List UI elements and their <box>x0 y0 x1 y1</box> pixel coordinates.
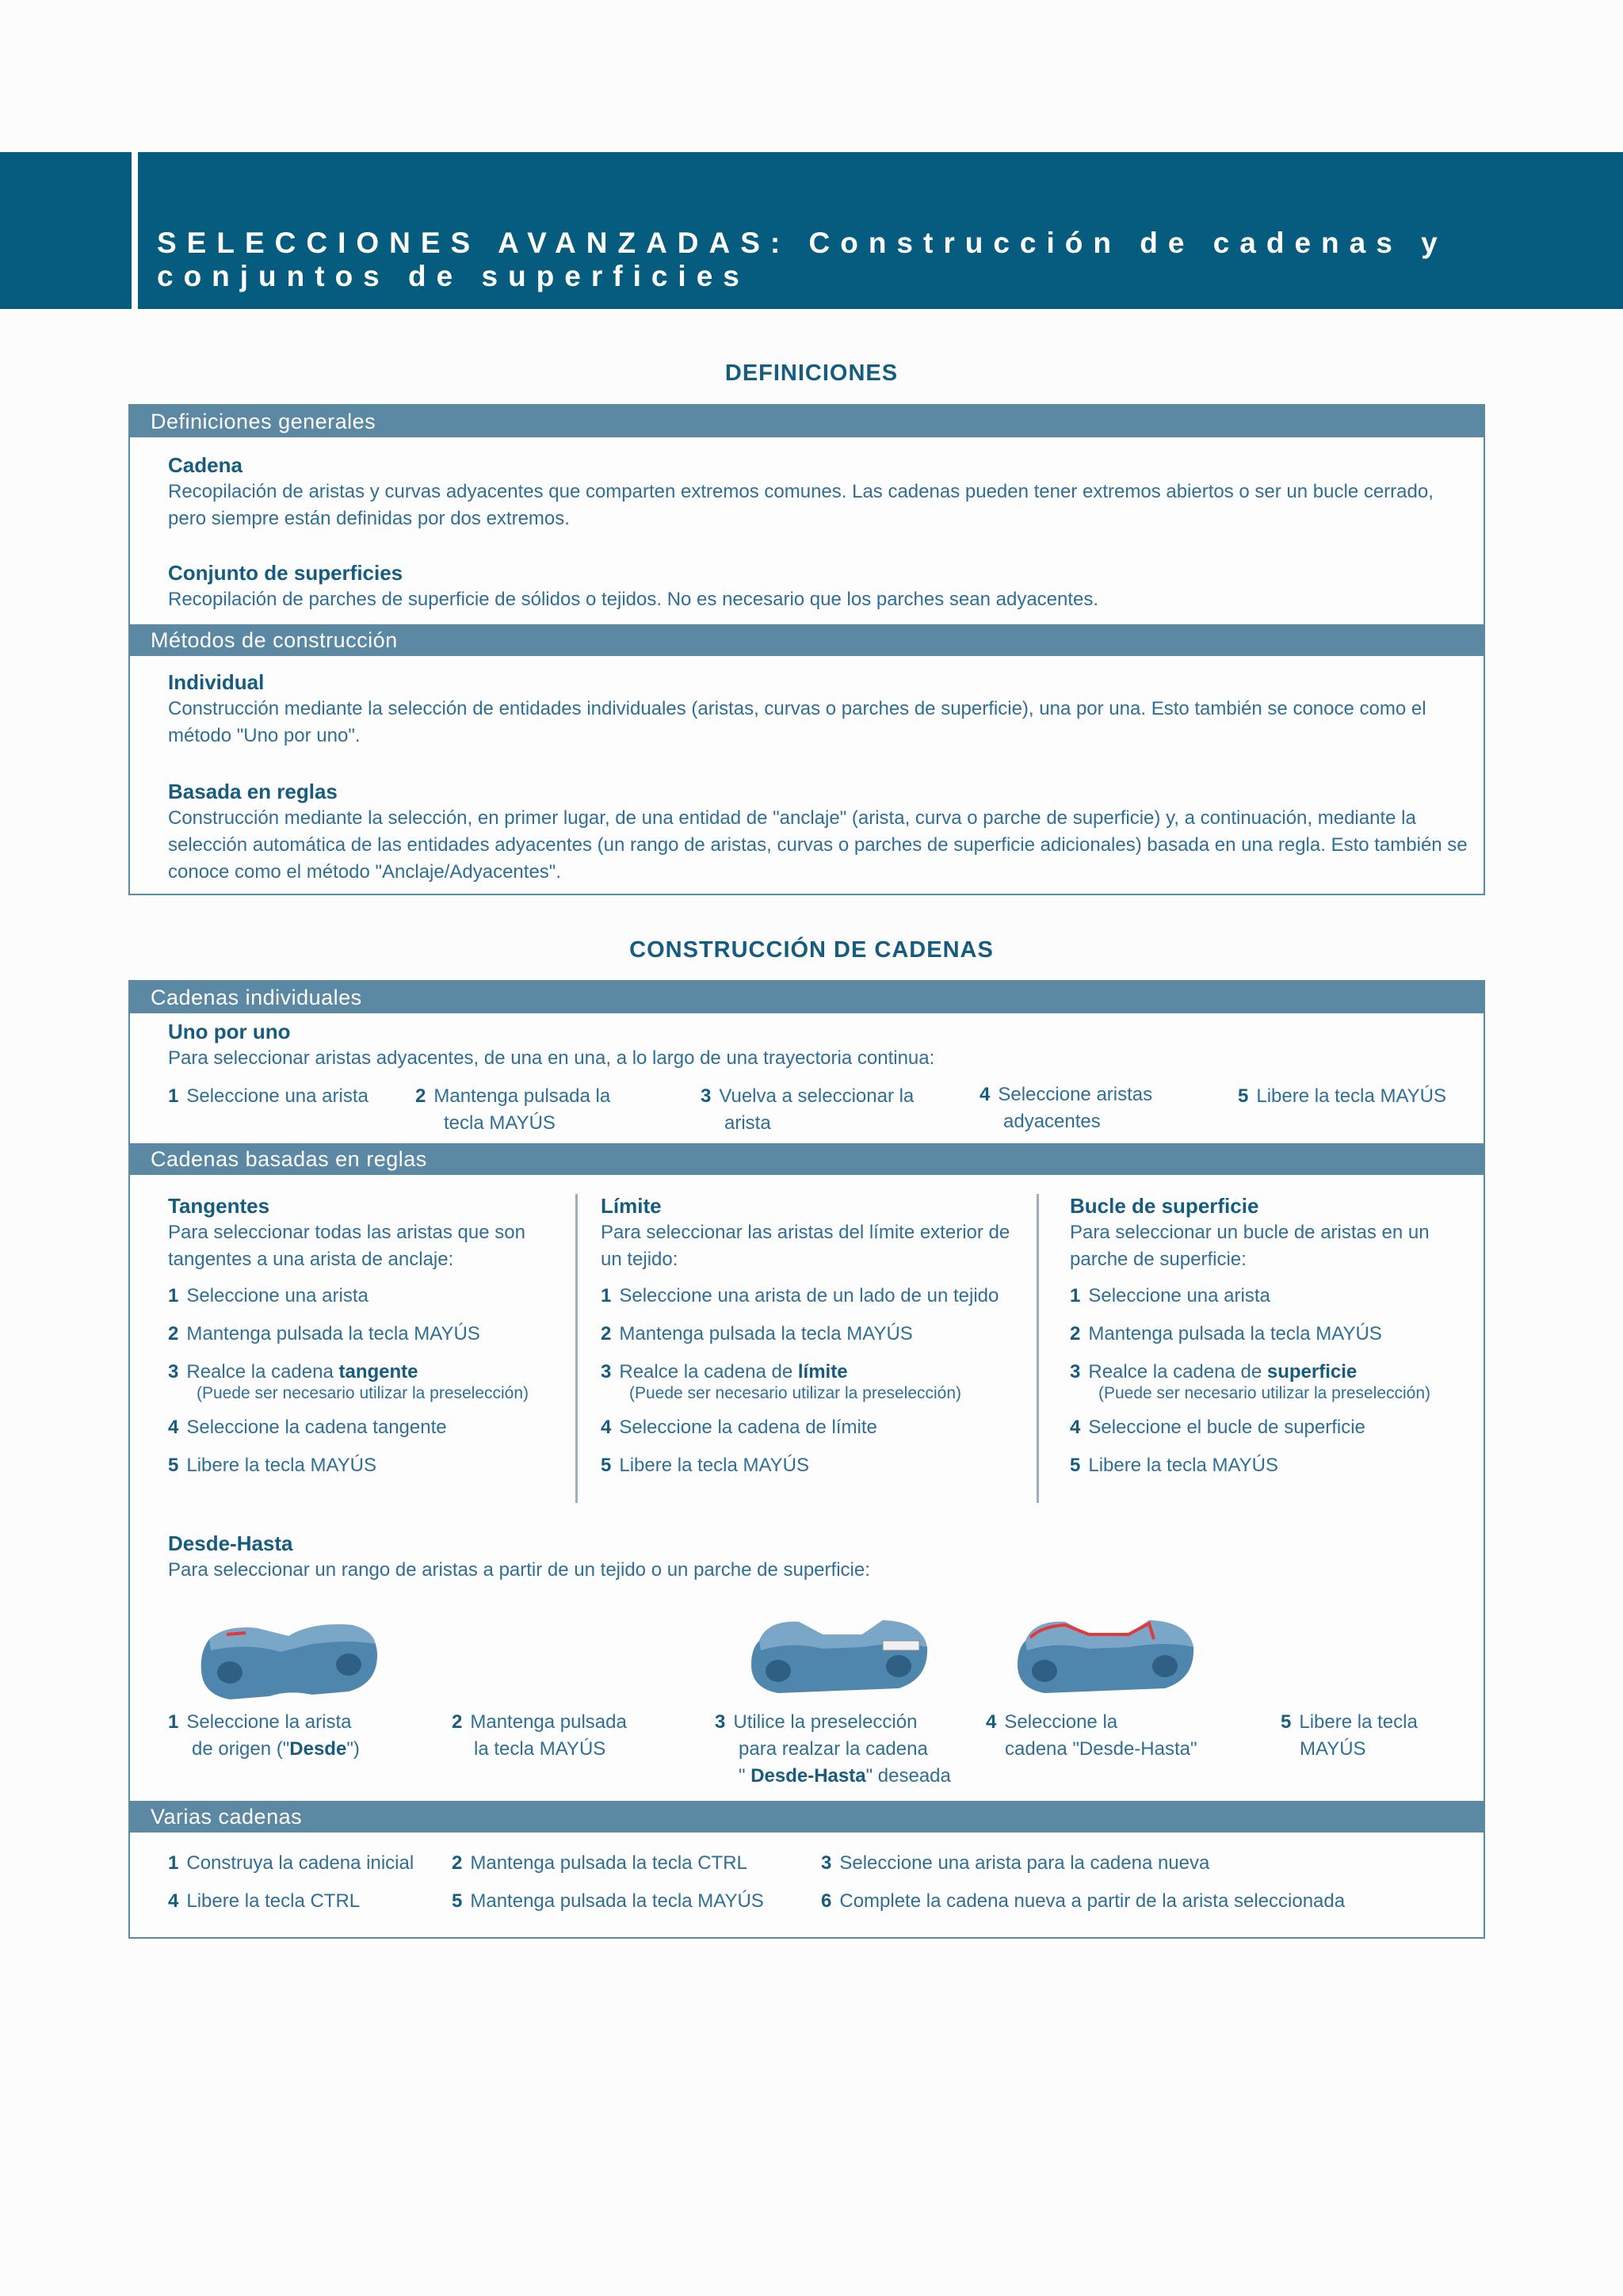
page-title: SELECCIONES AVANZADAS: Construcción de cadenas y conjuntos de superficies <box>157 227 1448 292</box>
term-conjunto: Conjunto de superficies <box>168 561 403 585</box>
section-title-cadenas: CONSTRUCCIÓN DE CADENAS <box>629 937 994 963</box>
bar-definiciones-generales: Definiciones generales <box>130 406 1484 437</box>
definitions-panel <box>128 404 1485 895</box>
list-item: 1 Seleccione una arista de un lado de un tejido <box>601 1285 999 1306</box>
list-item: 2 Mantenga pulsada la tecla MAYÚS <box>452 1711 627 1760</box>
list-item: 3 Realce la cadena tangente <box>168 1361 418 1383</box>
list-item: 4 Seleccione la cadena de límite <box>601 1417 877 1438</box>
list-item: 5 Libere la tecla MAYÚS <box>1238 1085 1447 1107</box>
step-note: (Puede ser necesario utilizar la preselección) <box>1098 1384 1431 1402</box>
list-item: 5 Mantenga pulsada la tecla MAYÚS <box>452 1890 764 1912</box>
list-item: 3 Vuelva a seleccionar la arista <box>701 1085 915 1134</box>
limite-desc: Para seleccionar las aristas del límite exterior de un tejido: <box>601 1222 1010 1270</box>
list-item: 1 Seleccione la arista de origen ("Desde") <box>168 1711 360 1760</box>
term-individual: Individual <box>168 670 265 694</box>
column-bucle <box>1070 1192 1474 1479</box>
list-item: 5 Libere la tecla MAYÚS <box>1070 1455 1279 1476</box>
list-item: 3 Realce la cadena de superficie <box>1070 1361 1358 1383</box>
column-divider <box>1037 1194 1039 1503</box>
list-item: 4 Libere la tecla CTRL <box>168 1890 361 1912</box>
uno-por-uno-desc: Para seleccionar aristas adyacentes, de una en una, a lo largo de una trayectoria continua: <box>168 1047 935 1069</box>
term-reglas: Basada en reglas <box>168 780 338 803</box>
desde-hasta-desc: Para seleccionar un rango de aristas a partir de un tejido o un parche de superficie: <box>168 1559 870 1581</box>
column-tangentes <box>168 1192 564 1479</box>
step-note: (Puede ser necesario utilizar la preselección) <box>629 1384 962 1402</box>
list-item: 3 Seleccione una arista para la cadena nueva <box>821 1852 1210 1874</box>
list-item: 1 Seleccione una arista <box>168 1085 369 1107</box>
uno-por-uno-heading: Uno por uno <box>168 1020 291 1043</box>
list-item: 5 Libere la tecla MAYÚS <box>1281 1711 1418 1760</box>
term-cadena-desc: Recopilación de aristas y curvas adyacentes que comparten extremos comunes. Las cadenas pueden tener extremos abiertos o ser un bucle cerrado, pero siempre están definidas por dos extremos. <box>168 481 1434 529</box>
desde-hasta-heading: Desde-Hasta <box>168 1531 293 1555</box>
list-item: 2 Mantenga pulsada la tecla MAYÚS <box>601 1323 913 1344</box>
bar-metodos: Métodos de construcción <box>130 624 1484 656</box>
list-item: 1 Seleccione una arista <box>168 1285 369 1306</box>
bucle-heading: Bucle de superficie <box>1070 1194 1259 1218</box>
limite-heading: Límite <box>601 1194 662 1218</box>
step-note: (Puede ser necesario utilizar la preselección) <box>197 1384 529 1402</box>
list-item: 2 Mantenga pulsada la tecla MAYÚS <box>415 1085 611 1134</box>
list-item: 1 Construya la cadena inicial <box>168 1852 414 1874</box>
part-image-desde <box>193 1608 384 1711</box>
list-item: 6 Complete la cadena nueva a partir de la arista seleccionada <box>821 1890 1346 1912</box>
bar-cadenas-individuales: Cadenas individuales <box>130 982 1484 1013</box>
bar-cadenas-reglas: Cadenas basadas en reglas <box>130 1143 1484 1175</box>
list-item: 4 Seleccione aristas adyacentes <box>980 1084 1153 1132</box>
chains-panel <box>128 980 1485 1939</box>
list-item: 4 Seleccione el bucle de superficie <box>1070 1417 1365 1438</box>
part-image-desde-hasta <box>1010 1603 1200 1706</box>
list-item: 5 Libere la tecla MAYÚS <box>601 1455 810 1476</box>
list-item: 5 Libere la tecla MAYÚS <box>168 1455 377 1476</box>
column-divider <box>575 1194 578 1503</box>
list-item: 2 Mantenga pulsada la tecla CTRL <box>452 1852 747 1874</box>
list-item: 1 Seleccione una arista <box>1070 1285 1270 1306</box>
banner-divider <box>132 152 138 309</box>
bucle-desc: Para seleccionar un bucle de aristas en un parche de superficie: <box>1070 1222 1430 1270</box>
list-item: 3 Realce la cadena de límite <box>601 1361 848 1383</box>
bar-varias-cadenas: Varias cadenas <box>130 1801 1484 1833</box>
term-cadena: Cadena <box>168 453 242 477</box>
list-item: 2 Mantenga pulsada la tecla MAYÚS <box>168 1323 480 1344</box>
header-banner <box>0 152 1623 309</box>
section-title-definiciones: DEFINICIONES <box>724 360 899 386</box>
list-item: 2 Mantenga pulsada la tecla MAYÚS <box>1070 1323 1382 1344</box>
column-limite <box>601 1192 1044 1479</box>
term-individual-desc: Construcción mediante la selección de entidades individuales (aristas, curvas o parches de superficie), una por una. Esto también se conoce como el método "Uno por uno". <box>168 698 1426 746</box>
tangentes-desc: Para seleccionar todas las aristas que son tangentes a una arista de anclaje: <box>168 1222 525 1270</box>
term-conjunto-desc: Recopilación de parches de superficie de sólidos o tejidos. No es necesario que los parches sean adyacentes. <box>168 589 1099 610</box>
list-item: 4 Seleccione la cadena "Desde-Hasta" <box>986 1711 1197 1760</box>
list-item: 4 Seleccione la cadena tangente <box>168 1417 447 1438</box>
term-reglas-desc: Construcción mediante la selección, en primer lugar, de una entidad de "anclaje" (arista, curva o parche de superficie) y, a continuación, mediante la selección automática de las entidades adyacentes (un rango de aristas, curvas o parches de superficie adicionales) basada en una regla. Esto también se conoce como el método "Anclaje/Adyacentes". <box>168 807 1468 883</box>
list-item: 3 Utilice la preselección para realzar la cadena " Desde-Hasta" deseada <box>715 1711 951 1787</box>
part-image-preseleccion <box>743 1603 934 1706</box>
tangentes-heading: Tangentes <box>168 1194 270 1218</box>
